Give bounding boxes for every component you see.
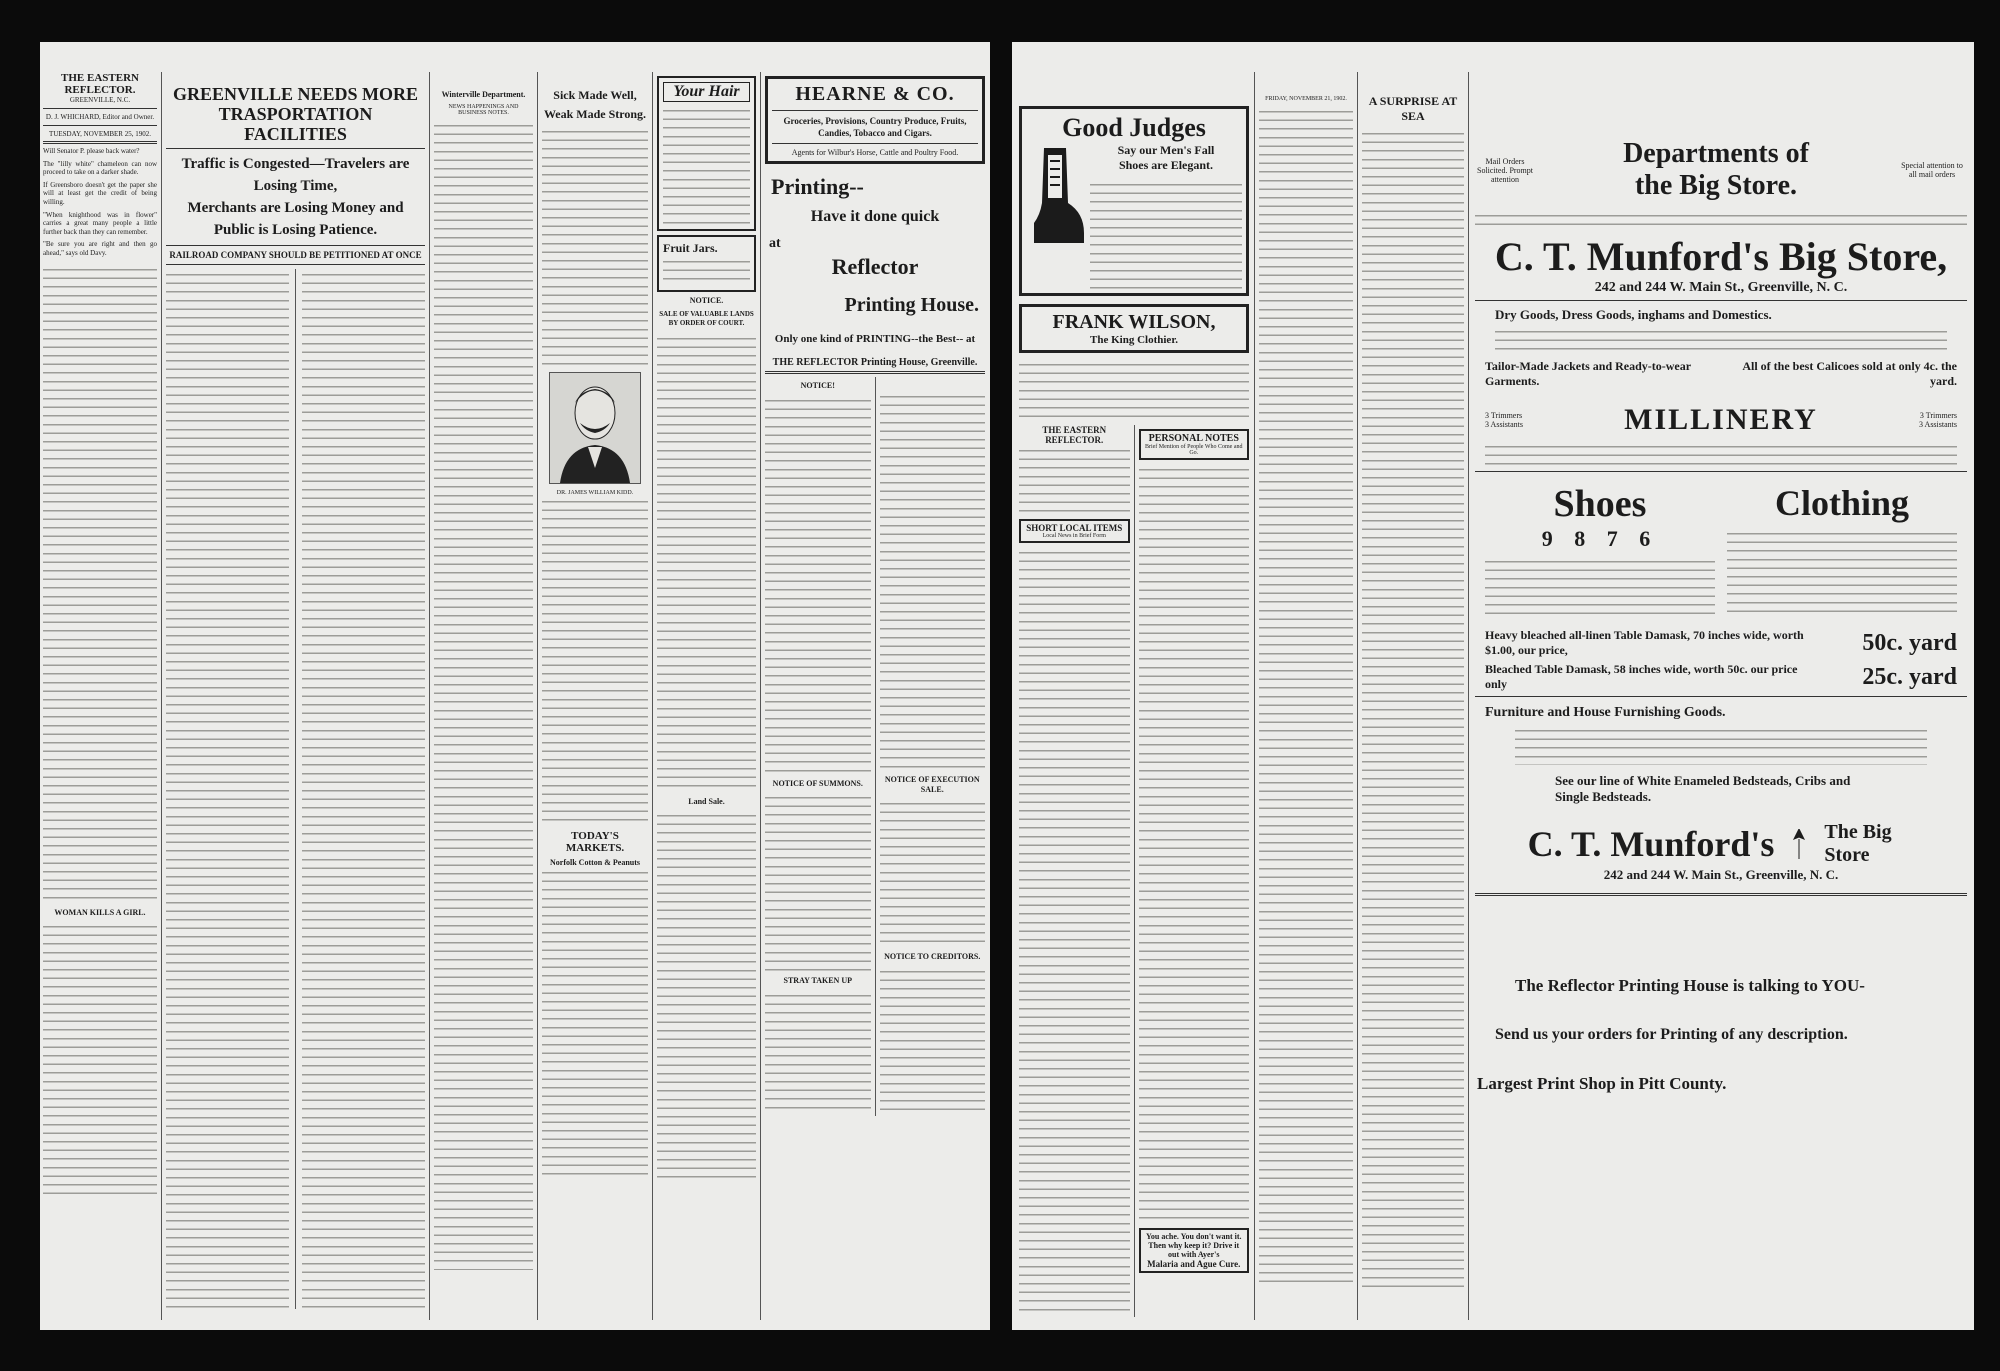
section-heading: NOTICE!	[800, 381, 835, 390]
medical-column	[539, 42, 651, 1330]
left-column-6	[765, 377, 871, 1116]
section-subheading: NEWS HAPPENINGS AND BUSINESS NOTES.	[448, 103, 519, 116]
section-heading: WOMAN KILLS A GIRL.	[54, 907, 146, 917]
text-block	[43, 264, 157, 904]
section-heading: NOTICE OF EXECUTION SALE.	[884, 775, 980, 794]
masthead-editor: D. J. WHICHARD, Editor and Owner.	[45, 113, 155, 121]
assistants-label: 3 Assistants	[1485, 420, 1524, 429]
hearne-goods: Groceries, Provisions, Country Produce, Fruits, Candies, Tobacco and Cigars.	[783, 116, 967, 138]
editorial-note: "Be sure you are right and then go ahead," says old Davy.	[43, 240, 157, 257]
footer-address: 242 and 244 W. Main St., Greenville, N. C.	[1603, 867, 1839, 882]
ads-column	[654, 42, 759, 1330]
section-heading: NOTICE TO CREDITORS.	[884, 952, 981, 961]
portrait-illustration	[549, 372, 641, 484]
editorial-note: If Greensboro doesn't get the paper she will at least get the credit of being willing.	[43, 180, 157, 206]
printing-line: at	[769, 236, 781, 251]
dry-goods-line: Dry Goods, Dress Goods, inghams and Domestics.	[1495, 307, 1772, 322]
deck-banner: RAILROAD COMPANY SHOULD BE PETITIONED AT ONCE	[169, 250, 422, 260]
frank-wilson-tag: The King Clothier.	[1090, 334, 1178, 346]
footer-big-store: The Big Store	[1824, 821, 1892, 866]
headline: TRASPORTATION FACILITIES	[218, 104, 373, 144]
section-subheading: Norfolk Cotton & Peanuts	[550, 858, 640, 867]
assistants-label: 3 Assistants	[1918, 420, 1957, 429]
damask-price: 50c. yard	[1862, 629, 1957, 656]
section-heading: STRAY TAKEN UP	[783, 976, 852, 985]
left-column-1	[40, 42, 160, 1330]
text-block	[542, 496, 648, 826]
masthead-place: GREENVILLE, N.C.	[69, 96, 131, 104]
mail-orders-note: Mail Orders Solicited. Prompt attention	[1477, 156, 1533, 184]
main-story	[163, 42, 428, 1330]
section-heading: NOTICE.	[689, 296, 724, 305]
footer-store-name: C. T. Munford's	[1527, 824, 1775, 864]
hair-ad	[657, 76, 756, 231]
bedsteads-line: See our line of White Enameled Bedsteads, Cribs and Single Bedsteads.	[1555, 773, 1851, 804]
printing-footer-line: The Reflector Printing House is talking to YOU-	[1515, 976, 1865, 995]
text-block	[657, 333, 756, 793]
winterville-column	[431, 42, 536, 1330]
left-newspaper-page	[40, 42, 990, 1330]
text-block	[542, 867, 648, 1177]
printing-line: Have it done quick	[810, 208, 940, 225]
section-heading: NOTICE OF SUMMONS.	[772, 778, 863, 788]
section-heading: Winterville Department.	[441, 90, 526, 99]
printing-line: Printing--	[771, 174, 864, 199]
left-column-7	[880, 377, 986, 1116]
section-heading: TODAY'S MARKETS.	[565, 830, 625, 854]
mail-orders-note: Special attention to all mail orders	[1901, 161, 1963, 179]
printing-footer-line: Largest Print Shop in Pitt County.	[1477, 1074, 1727, 1093]
printing-ad	[765, 174, 985, 374]
right-column-1	[1016, 42, 1252, 1330]
text-block	[302, 269, 425, 1309]
damask-price: 25c. yard	[1862, 663, 1957, 690]
printing-footer	[1475, 976, 1967, 1094]
text-block	[166, 269, 289, 1309]
section-heading: Land Sale.	[688, 796, 725, 806]
frank-wilson-ad	[1019, 304, 1249, 353]
issue-date: FRIDAY, NOVEMBER 21, 1902.	[1265, 96, 1347, 102]
text-block	[663, 105, 750, 225]
editorial-note: "When knighthood was in flower" carries a great many people a little further back than they can remember.	[43, 210, 157, 236]
shoes-heading: Shoes	[1553, 483, 1647, 525]
right-column-3	[1359, 42, 1467, 1330]
munford-ad	[1472, 42, 1970, 1330]
text-block	[542, 126, 648, 366]
fruit-jars-ad	[657, 235, 756, 292]
hearne-name: HEARNE & CO.	[795, 83, 955, 105]
fruit-jars-title: Fruit Jars.	[663, 241, 718, 255]
shoe-sizes: 9 8 7 6	[1541, 526, 1659, 551]
store-address: 242 and 244 W. Main St., Greenville, N. C.	[1594, 280, 1848, 295]
right-columns	[762, 42, 988, 1330]
good-judges-line: Say our Men's Fall	[1117, 143, 1215, 157]
printing-line: THE REFLECTOR Printing House, Greenville.	[772, 357, 978, 368]
section-heading: SALE OF VALUABLE LANDS BY ORDER OF COURT.	[659, 309, 754, 327]
editorial-note: Will Senator P. please back water?	[43, 147, 140, 155]
printing-line: Printing House.	[844, 294, 979, 316]
editorial-note: The "lilly white" chameleon can now proceed to take on a darker shade.	[43, 159, 157, 177]
text-block	[43, 921, 157, 1201]
masthead	[43, 42, 157, 144]
store-name: C. T. Munford's Big Store,	[1494, 234, 1948, 279]
short-local-heading: SHORT LOCAL ITEMS Local News in Brief Form	[1019, 519, 1130, 543]
text-block	[1362, 128, 1464, 1288]
text-block	[434, 120, 533, 1270]
hearne-ad	[765, 76, 985, 164]
right-column-2	[1256, 42, 1356, 1330]
millinery-heading: MILLINERY	[1624, 403, 1818, 436]
right-newspaper-page	[1012, 42, 1974, 1330]
furniture-heading: Furniture and House Furnishing Goods.	[1485, 705, 1726, 720]
hair-ad-title: Your Hair	[663, 82, 750, 102]
hearne-agents: Agents for Wilbur's Horse, Cattle and Poultry Food.	[791, 148, 959, 157]
section-heading: Weak Made Strong.	[543, 107, 647, 121]
ornament-icon	[1790, 829, 1808, 859]
damask-offer: Heavy bleached all-linen Table Damask, 70 inches wide, worth $1.00, our price,	[1485, 628, 1804, 657]
frank-wilson-name: FRANK WILSON,	[1052, 311, 1216, 333]
trimmers-label: 3 Trimmers	[1485, 411, 1523, 420]
headline: GREENVILLE NEEDS MORE	[172, 84, 419, 104]
shoe-icon	[1026, 143, 1086, 253]
deck: Public is Losing Patience.	[213, 222, 378, 238]
good-judges-ad	[1019, 106, 1249, 296]
damask-offer: Bleached Table Damask, 58 inches wide, worth 50c. our price only	[1485, 662, 1798, 691]
section-heading: Sick Made Well,	[553, 88, 637, 102]
masthead-title: THE EASTERN REFLECTOR.	[61, 72, 139, 96]
departments-title: the Big Store.	[1634, 170, 1798, 201]
good-judges-line: Shoes are Elegant.	[1118, 158, 1214, 172]
deck: Merchants are Losing Money and	[187, 200, 404, 216]
deck: Traffic is Congested—Travelers are Losing Time,	[181, 156, 410, 194]
masthead-date: TUESDAY, NOVEMBER 25, 1902.	[49, 130, 151, 138]
printing-line: Reflector	[831, 254, 919, 279]
calicoes-line: All of the best Calicoes sold at only 4c. the yard.	[1742, 359, 1957, 388]
good-judges-title: Good Judges	[1062, 113, 1206, 142]
trimmers-label: 3 Trimmers	[1919, 411, 1957, 420]
tailor-line: Tailor-Made Jackets and Ready-to-wear Garments.	[1485, 359, 1691, 388]
personal-notes-heading: PERSONAL NOTES Brief Mention of People Who Come and Go.	[1139, 429, 1250, 460]
printing-line: Only one kind of PRINTING--the Best-- at	[774, 333, 976, 345]
printing-footer-line: Send us your orders for Printing of any description.	[1495, 1026, 1848, 1043]
text-block	[657, 810, 756, 1180]
clothing-heading: Clothing	[1774, 483, 1910, 523]
section-heading: A SURPRISE AT SEA	[1368, 94, 1458, 123]
portrait-caption: DR. JAMES WILLIAM KIDD.	[556, 490, 634, 496]
ayer-ad: You ache. You don't want it. Then why keep it? Drive it out with Ayer's Malaria and Ague Cure.	[1139, 1228, 1250, 1273]
text-block	[1259, 106, 1353, 1286]
masthead-title: THE EASTERN REFLECTOR.	[1042, 425, 1107, 445]
departments-title: Departments of	[1623, 138, 1809, 169]
